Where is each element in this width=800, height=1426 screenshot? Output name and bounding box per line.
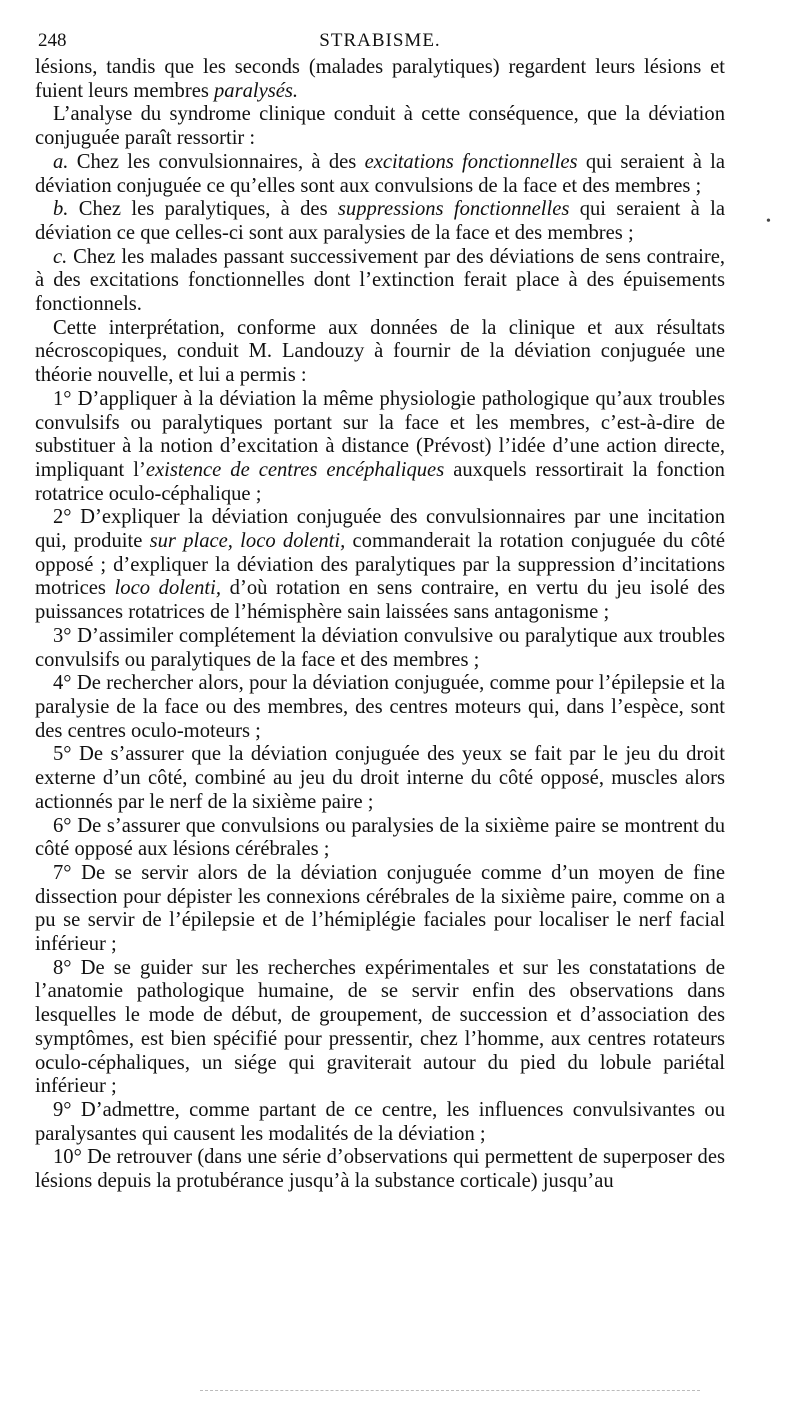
paragraph: [35, 198, 725, 245]
italic-text: sur place, loco dolenti,: [149, 530, 346, 553]
text-run: lésions, tandis que les seconds (malades paralytiques) regardent leurs lésions et fuient leurs membres: [35, 56, 725, 102]
paragraph: [35, 672, 725, 743]
paragraph: [35, 56, 725, 103]
text-run: 10° De retrouver (dans une série d’observations qui permettent de superposer des lésions depuis la protubérance jusqu’à la substance corticale) jusqu’au: [35, 1146, 725, 1193]
italic-text: suppressions fonctionnelles: [337, 198, 570, 221]
paragraph: [35, 317, 725, 388]
text-run: 5° De s’assurer que la déviation conjuguée des yeux se fait par le jeu du droit externe d’un côté, combiné au jeu du droit interne du côté opposé, muscles alors actionnés par le nerf de la sixième paire ;: [35, 743, 725, 813]
italic-text: c.: [53, 245, 68, 268]
paragraph: [35, 625, 725, 672]
text-run: 4° De rechercher alors, pour la déviation conjuguée, comme pour l’épilepsie et la paralysie de la face ou des membres, des centres moteurs qui, dans l’espèce, sont des centres oculo-moteurs ;: [35, 672, 725, 742]
paragraph: [35, 246, 725, 317]
text-run: Chez les convulsionnaires, à des: [68, 150, 365, 173]
paragraph: [35, 151, 725, 198]
running-title: STRABISME.: [319, 30, 441, 51]
paragraph: [35, 957, 725, 1099]
document-page: [35, 26, 725, 1194]
text-run: auxquels ressortirait la fonction rotatrice oculo-céphalique ;: [35, 458, 725, 505]
text-run: Chez les malades passant successivement par des déviations de sens contraire, à des excitations fonctionnelles dont l’extinction ferait place à des épuisements fonctionnels.: [35, 245, 725, 316]
text-run: qui seraient à la déviation ce que celles-ci sont aux paralysies de la face et des membres ;: [35, 198, 725, 244]
text-run: 2° D’expliquer la déviation conjuguée des convulsionnaires par une incitation qui, produite: [35, 506, 725, 553]
bottom-rule: [200, 1390, 700, 1393]
page-number: 248: [38, 30, 67, 51]
italic-text: excitations fonctionnelles: [364, 150, 578, 173]
text-run: L’analyse du syndrome clinique conduit à cette conséquence, que la déviation conjuguée paraît ressortir :: [35, 103, 725, 150]
paragraph: [35, 506, 725, 625]
italic-text: b.: [53, 198, 69, 221]
italic-text: a.: [53, 150, 69, 173]
paragraph: [35, 815, 725, 862]
text-run: Chez les paralytiques, à des: [68, 198, 338, 221]
text-run: 3° D’assimiler complétement la déviation convulsive ou paralytique aux troubles convulsifs ou paralytiques de la face et des membres ;: [35, 624, 725, 671]
text-run: 1° D’appliquer à la déviation la même physiologie pathologique qu’aux troubles convulsifs ou paralytiques portant sur la face et les membres, c’est-à-dire de substituer à la notion d’excitation à distance (Prévost) l’idée d’une action directe, impliquant l’: [35, 387, 725, 481]
paragraph: [35, 1146, 725, 1193]
text-run: qui seraient à la déviation conjuguée ce qu’elles sont aux convulsions de la face et des membres ;: [35, 150, 726, 197]
text-run: 8° De se guider sur les recherches expérimentales et sur les constatations de l’anatomie pathologique humaine, de se servir enfin des observations dans lesquelles le mode de début, de groupement, de succession et d’association des symptômes, est bien spécifié pour pressentir, chez l’homme, aux centres rotateurs oculo-céphaliques, un siége qui graviterait autour du pied du lobule pariétal inférieur ;: [35, 956, 725, 1098]
paragraph: [35, 862, 725, 957]
paragraph: [35, 1099, 725, 1146]
text-run: 6° De s’assurer que convulsions ou paralysies de la sixième paire se montrent du côté opposé aux lésions cérébrales ;: [35, 814, 725, 861]
italic-text: loco dolenti,: [114, 577, 222, 600]
text-run: 9° D’admettre, comme partant de ce centre, les influences convulsivantes ou paralysantes qui causent les modalités de la déviation ;: [35, 1098, 725, 1145]
text-run: commanderait la rotation conjuguée du côté opposé ; d’expliquer la déviation des paralytiques par la suppression d’incitations motrices: [35, 530, 725, 600]
text-run: Cette interprétation, conforme aux données de la clinique et aux résultats nécroscopiques, conduit M. Landouzy à fournir de la déviation conjuguée une théorie nouvelle, et lui a permis :: [35, 316, 725, 387]
paragraph: [35, 103, 725, 150]
margin-speck: •: [766, 214, 771, 229]
text-run: d’où rotation en sens contraire, en vertu du jeu isolé des puissances rotatrices de l’hémisphère sain laissées sans antagonisme ;: [35, 577, 726, 624]
paragraph: [35, 743, 725, 814]
running-header: [35, 26, 725, 56]
body-text: [35, 56, 725, 1194]
italic-text: existence de centres encéphaliques: [145, 458, 445, 481]
paragraph: [35, 388, 725, 507]
text-run: 7° De se servir alors de la déviation conjuguée comme d’un moyen de fine dissection pour dépister les connexions cérébrales de la sixième paire, comme on a pu se servir de l’épilepsie et de l’hémiplégie faciales pour localiser le nerf facial inférieur ;: [35, 861, 725, 956]
italic-text: paralysés.: [214, 79, 299, 102]
